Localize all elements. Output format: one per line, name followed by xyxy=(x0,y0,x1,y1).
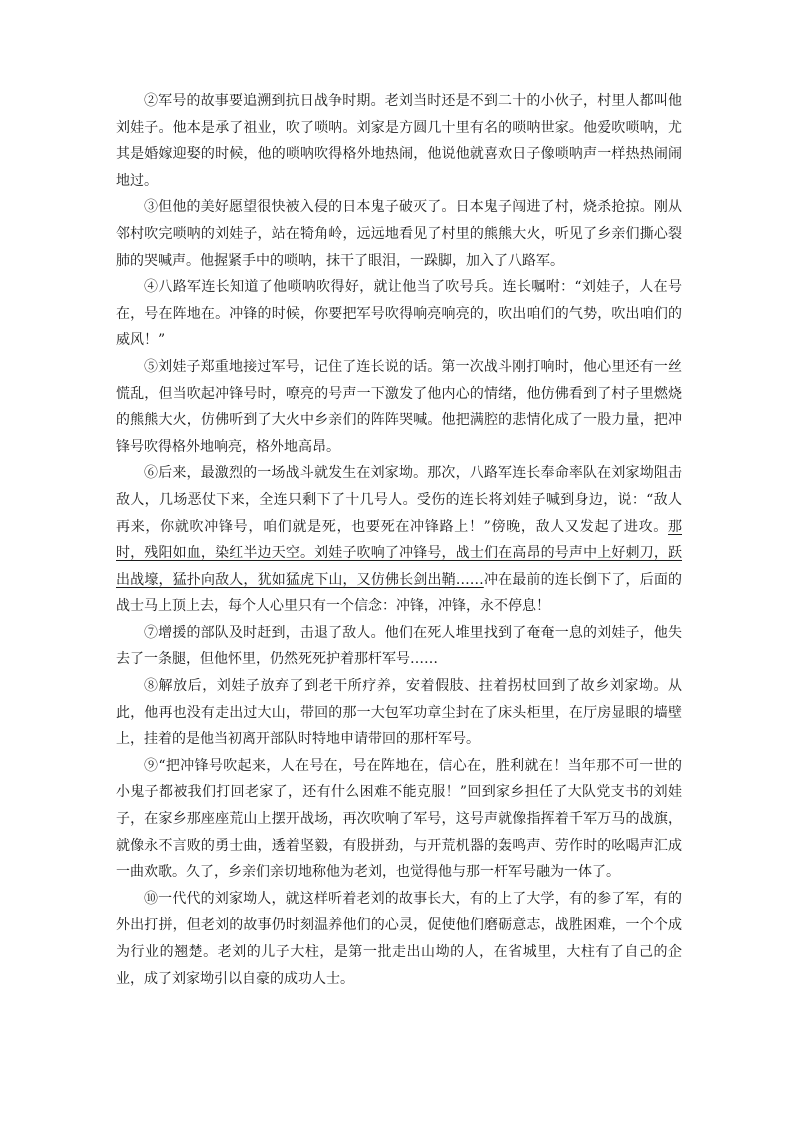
paragraph-2: ②军号的故事要追溯到抗日战争时期。老刘当时还是不到二十的小伙子，村里人都叫他刘娃子。他本是承了祖业，吹了唢呐。刘家是方圆几十里有名的唢呐世家。他爱吹唢呐，尤其是婚嫁迎娶的时候，他的唢呐吹得格外地热闹，他说他就喜欢日子像唢呐声一样热热闹闹地过。 xyxy=(116,93,682,189)
document-page xyxy=(116,88,682,992)
underlined-passage: 那时，残阳如血，染红半边天空。刘娃子吹响了冲锋号，战士们在高昂的号声中上好刺刀，跃出战壕，猛扑向敌人，犹如猛虎下山，又仿佛长剑出鞘…… xyxy=(116,518,682,588)
paragraph-6-before: ⑥后来，最激烈的一场战斗就发生在刘家坳。那次，八路军连长奉命率队在刘家坳阻击敌人，几场恶仗下来，全连只剩下了十几号人。受伤的连长将刘娃子喊到身边，说：“敌人再来，你就吹冲锋号，咱们就是死，也要死在冲锋路上！”傍晚，敌人又发起了进攻。 xyxy=(116,465,682,535)
paragraph-6 xyxy=(116,460,682,620)
paragraph-7: ⑦增援的部队及时赶到，击退了敌人。他们在死人堆里找到了奄奄一息的刘娃子，他失去了一条腿，但他怀里，仍然死死护着那杆军号…… xyxy=(116,624,682,668)
paragraph-8: ⑧解放后，刘娃子放弃了到老干所疗养，安着假肢、拄着拐杖回到了故乡刘家坳。从此，他再也没有走出过大山，带回的那一大包军功章尘封在了床头柜里，在厅房显眼的墙壁上，挂着的是他当初离开部队时特地申请带回的那杆军号。 xyxy=(116,678,682,748)
paragraph-5: ⑤刘娃子郑重地接过军号，记住了连长说的话。第一次战斗刚打响时，他心里还有一丝慌乱，但当吹起冲锋号时，嘹亮的号声一下激发了他内心的情绪，他仿佛看到了村子里燃烧的熊熊大火，仿佛听到了大火中乡亲们的阵阵哭喊。他把满腔的悲情化成了一股力量，把冲锋号吹得格外地响亮，格外地高昂。 xyxy=(116,358,682,455)
paragraph-6-after: 冲在最前的连长倒下了，后面的战士马上顶上去，每个人心里只有一个信念：冲锋，冲锋，永不停息！ xyxy=(116,571,683,615)
paragraph-4: ④八路军连长知道了他唢呐吹得好，就让他当了吹号兵。连长嘱咐：“刘娃子，人在号在，号在阵地在。冲锋的时候，你要把军号吹得响亮响亮的，吹出咱们的气势，吹出咱们的威风！” xyxy=(116,279,682,349)
paragraph-10: ⑩一代代的刘家坳人，就这样听着老刘的故事长大，有的上了大学，有的参了军，有的外出打拼，但老刘的故事仍时刻温养他们的心灵，促使他们磨砺意志，战胜困难，一个个成为行业的翘楚。老刘的儿子大柱，是第一批走出山坳的人，在省城里，大柱有了自己的企业，成了刘家坳引以自豪的成功人士。 xyxy=(116,890,682,987)
paragraph-3: ③但他的美好愿望很快被入侵的日本鬼子破灭了。日本鬼子闯进了村，烧杀抢掠。刚从邻村吹完唢呐的刘娃子，站在犄角岭，远远地看见了村里的熊熊大火，听见了乡亲们撕心裂肺的哭喊声。他握紧手中的唢呐，抹干了眼泪，一跺脚，加入了八路军。 xyxy=(116,199,682,269)
paragraph-9: ⑨“把冲锋号吹起来，人在号在，号在阵地在，信心在，胜利就在！当年那不可一世的小鬼子都被我们打回老家了，还有什么困难不能克服！”回到家乡担任了大队党支书的刘娃子，在家乡那座座荒山上摆开战场，再次吹响了军号，这号声就像指挥着千军万马的战旗，就像永不言败的勇士曲，透着坚毅，有股拼劲，与开荒机器的轰鸣声、劳作时的吆喝声汇成一曲欢歌。久了，乡亲们亲切地称他为老刘，也觉得他与那一杆军号融为一体了。 xyxy=(116,757,682,881)
